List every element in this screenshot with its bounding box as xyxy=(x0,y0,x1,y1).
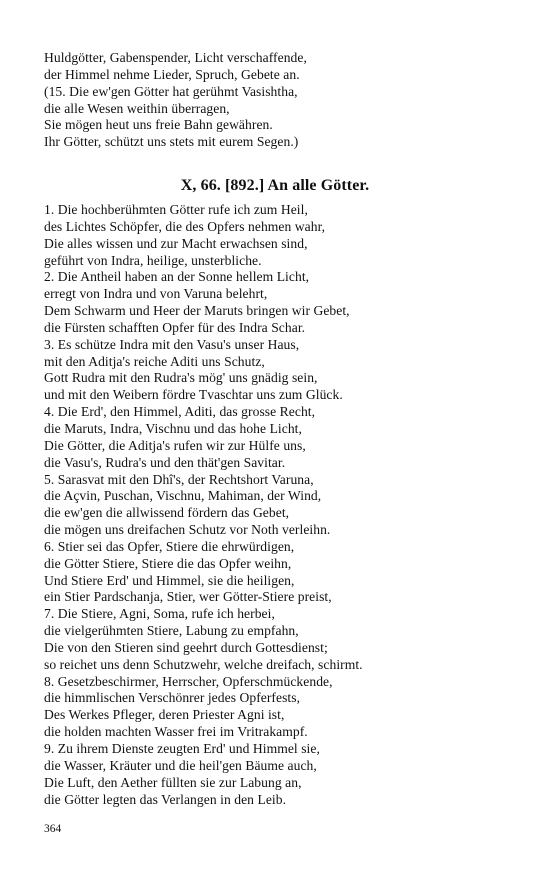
text-line: Ihr Götter, schützt uns stets mit eurem Segen.) xyxy=(44,134,299,150)
text-line: der Himmel nehme Lieder, Spruch, Gebete an. xyxy=(44,66,300,82)
hymn-body xyxy=(44,202,514,808)
intro-verses xyxy=(44,50,514,151)
text-line: die Götter Stiere, Stiere die das Opfer weihn, xyxy=(44,555,292,571)
hymn-heading: X, 66. [892.] An alle Götter. xyxy=(180,177,370,194)
text-line: Die Götter, die Aditja's rufen wir zur Hülfe uns, xyxy=(44,437,306,453)
text-line: Die Luft, den Aether füllten sie zur Labung an, xyxy=(44,774,302,790)
text-line: die vielgerühmten Stiere, Labung zu empfahn, xyxy=(44,623,299,639)
text-line: Huldgötter, Gabenspender, Licht verschaffende, xyxy=(44,50,307,65)
text-line: des Lichtes Schöpfer, die des Opfers nehmen wahr, xyxy=(44,218,326,234)
text-line: Die alles wissen und zur Macht erwachsen sind, xyxy=(44,235,308,251)
text-line: 9. Zu ihrem Dienste zeugten Erd' und Himmel sie, xyxy=(44,741,320,756)
text-line: 1. Die hochberühmten Götter rufe ich zum Heil, xyxy=(44,202,308,217)
text-line: mit den Aditja's reiche Aditi uns Schutz, xyxy=(44,353,265,369)
text-line: die Götter legten das Verlangen in den Leib. xyxy=(44,791,287,807)
text-line: die Maruts, Indra, Vischnu und das hohe Licht, xyxy=(44,420,302,436)
text-line: (15. Die ew'gen Götter hat gerühmt Vasishtha, xyxy=(44,83,298,99)
text-line: 4. Die Erd', den Himmel, Aditi, das grosse Recht, xyxy=(44,404,316,420)
text-line: und mit den Weibern fördre Tvaschtar uns zum Glück. xyxy=(44,387,343,403)
text-line: die mögen uns dreifachen Schutz vor Noth verleihn. xyxy=(44,522,331,538)
text-line: die ew'gen die allwissend fördern das Gebet, xyxy=(44,505,290,521)
text-line: so reichet uns denn Schutzwehr, welche dreifach, schirmt. xyxy=(44,656,363,672)
text-line: Des Werkes Pfleger, deren Priester Agni ist, xyxy=(44,707,285,723)
text-line: die Vasu's, Rudra's und den thät'gen Savitar. xyxy=(44,454,286,470)
text-line: die Fürsten schafften Opfer für des Indra Schar. xyxy=(44,319,306,335)
text-line: erregt von Indra und von Varuna belehrt, xyxy=(44,286,268,302)
text-line: die Açvin, Puschan, Vischnu, Mahiman, der Wind, xyxy=(44,488,322,504)
text-line: 3. Es schütze Indra mit den Vasu's unser Haus, xyxy=(44,336,300,352)
text-line: Dem Schwarm und Heer der Maruts bringen wir Gebet, xyxy=(44,303,350,319)
text-line: die holden machten Wasser frei im Vritrakampf. xyxy=(44,724,308,740)
text-line: Die von den Stieren sind geehrt durch Gottesdienst; xyxy=(44,639,328,655)
text-line: 5. Sarasvat mit den Dhî's, der Rechtshort Varuna, xyxy=(44,471,314,487)
text-line: 2. Die Antheil haben an der Sonne hellem Licht, xyxy=(44,269,310,285)
text-line: die Wasser, Kräuter und die heil'gen Bäume auch, xyxy=(44,757,317,773)
text-line: 6. Stier sei das Opfer, Stiere die ehrwürdigen, xyxy=(44,538,295,554)
text-line: ein Stier Pardschanja, Stier, wer Götter-Stiere preist, xyxy=(44,589,332,605)
text-line: Und Stiere Erd' und Himmel, sie die heiligen, xyxy=(44,572,295,588)
text-line: die alle Wesen weithin überragen, xyxy=(44,100,230,116)
text-line: geführt von Indra, heilige, unsterbliche. xyxy=(44,252,262,268)
text-line: 8. Gesetzbeschirmer, Herrscher, Opferschmückende, xyxy=(44,673,333,689)
text-line: Sie mögen heut uns freie Bahn gewähren. xyxy=(44,117,273,133)
text-line: 7. Die Stiere, Agni, Soma, rufe ich herbei, xyxy=(44,606,275,622)
page-number: 364 xyxy=(44,823,62,835)
text-line: Gott Rudra mit den Rudra's mög' uns gnädig sein, xyxy=(44,370,318,386)
text-line: die himmlischen Verschönrer jedes Opferfests, xyxy=(44,690,301,706)
